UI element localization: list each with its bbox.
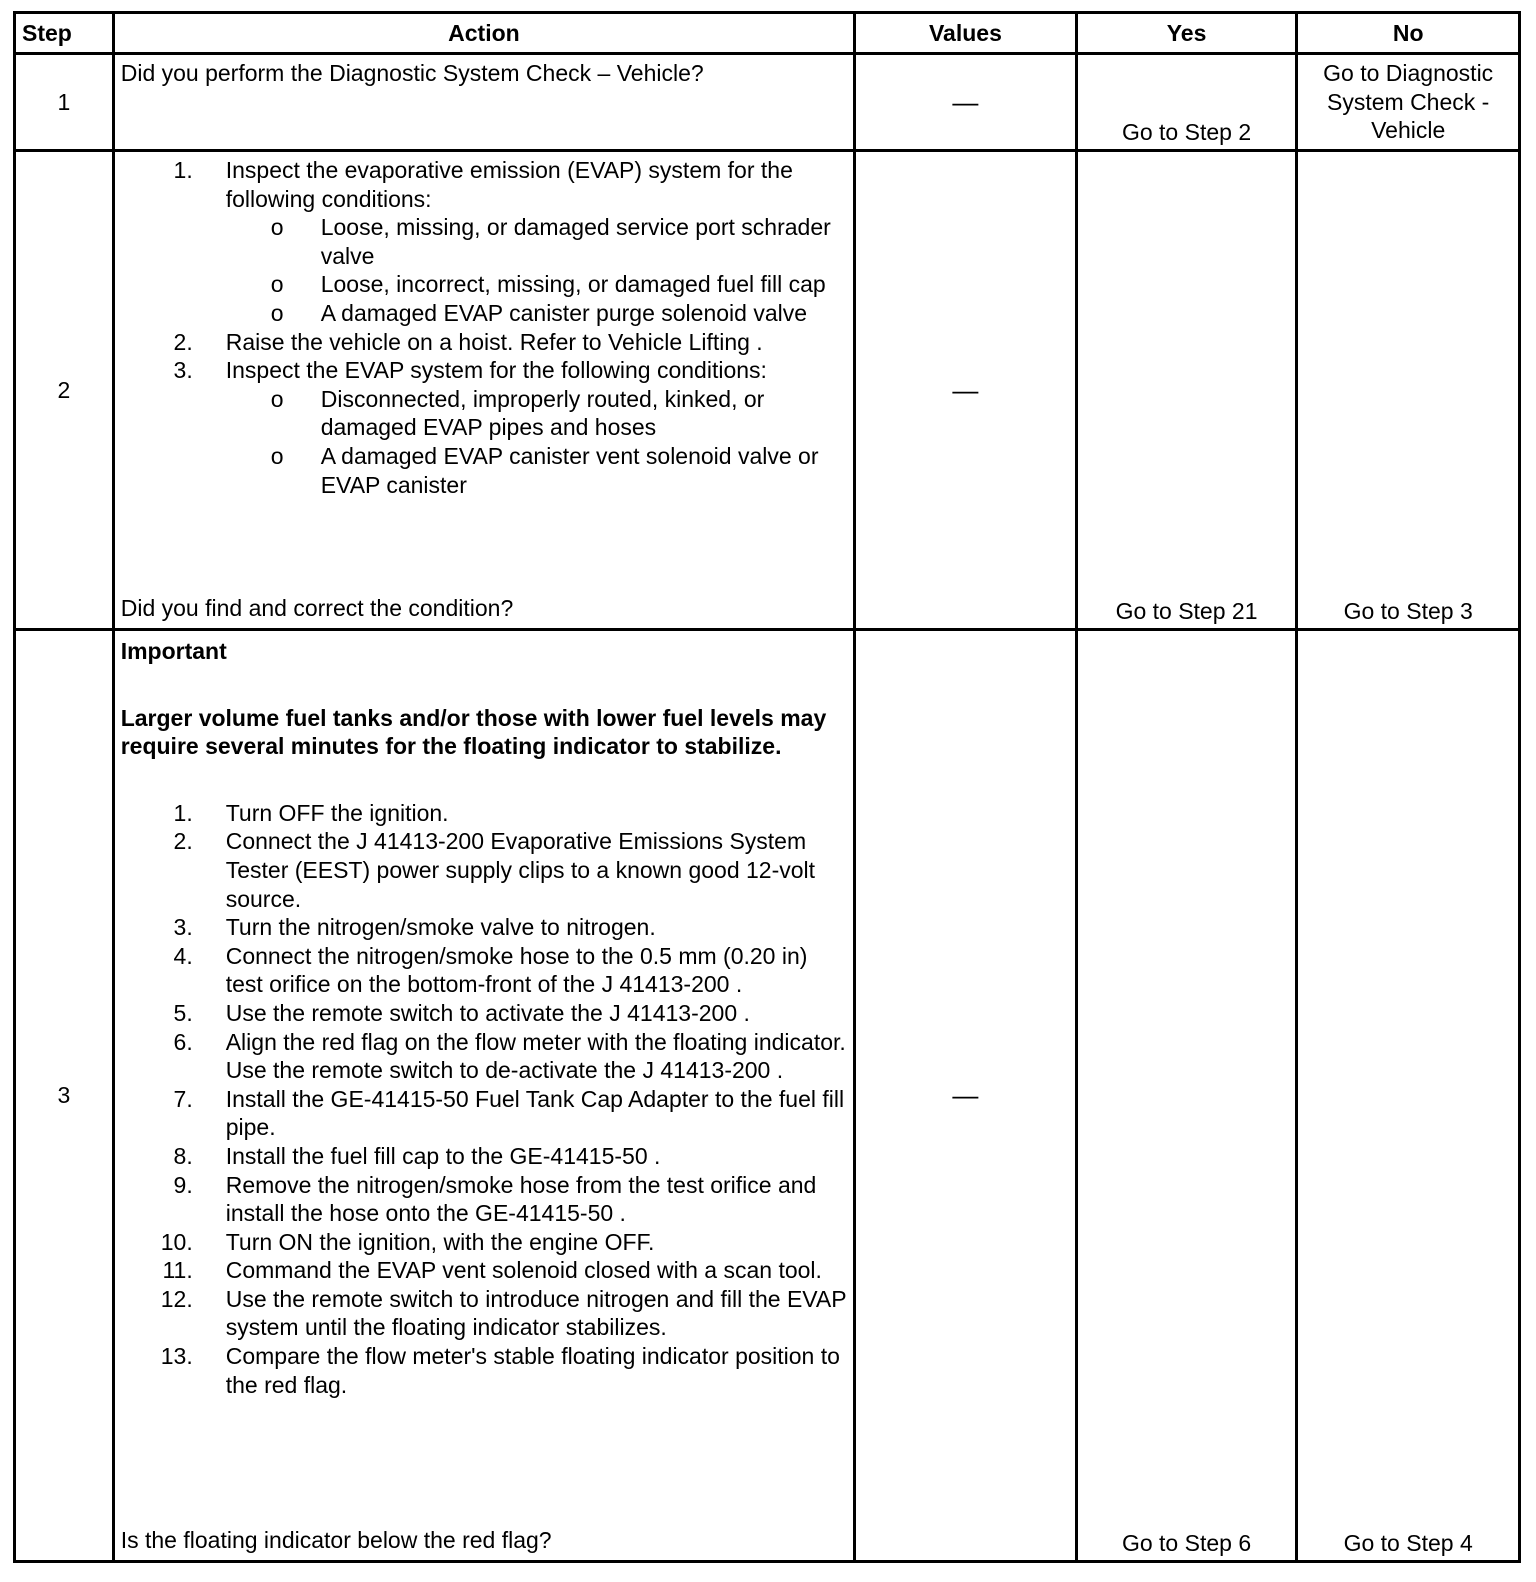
list-item [121, 942, 847, 999]
step-number: 3 [15, 630, 114, 1562]
list-number: 8. [173, 1142, 193, 1169]
header-values: Values [855, 13, 1077, 54]
list-number: 10. [160, 1228, 193, 1255]
diagnostic-table [13, 11, 1521, 1563]
sub-list-container [121, 385, 847, 499]
question-text: Is the floating indicator below the red flag? [120, 1527, 552, 1554]
list-number: 1. [173, 157, 193, 183]
table-row [15, 630, 1520, 1562]
list-item [121, 999, 847, 1028]
list-item [121, 1285, 847, 1342]
list-number: 1. [173, 799, 193, 826]
question-text: Did you perform the Diagnostic System Check – Vehicle? [120, 60, 704, 86]
list-number: 7. [173, 1085, 193, 1112]
list-number: 2. [173, 828, 193, 855]
table-row [15, 54, 1520, 151]
header-action: Action [113, 13, 854, 54]
sub-list [121, 385, 847, 499]
list-item [121, 1228, 847, 1257]
list-text: Raise the vehicle on a hoist. Refer to Vehicle Lifting . [225, 328, 763, 355]
list-item [121, 1342, 847, 1399]
action-cell [113, 151, 854, 630]
no-cell: Go to Diagnostic System Check - Vehicle [1297, 54, 1520, 151]
list-text: Install the fuel fill cap to the GE-41415-50 . [225, 1142, 661, 1169]
list-number: 12. [160, 1285, 193, 1312]
step-list [121, 152, 847, 499]
action-cell [113, 630, 854, 1562]
sub-list-item [121, 270, 847, 299]
list-text: Install the GE-41415-50 Fuel Tank Cap Adapter to the fuel fill pipe. [225, 1085, 845, 1141]
sub-list-text: Disconnected, improperly routed, kinked, or damaged EVAP pipes and hoses [320, 385, 765, 441]
value-cell: — [855, 54, 1077, 151]
list-text: Inspect the evaporative emission (EVAP) system for the following conditions: [225, 157, 793, 212]
bullet-icon: o [270, 385, 284, 412]
bullet-icon: o [270, 442, 284, 469]
sub-list [121, 213, 847, 327]
action-cell [113, 54, 854, 151]
step-number: 2 [15, 151, 114, 630]
header-step: Step [15, 13, 114, 54]
list-text: Turn ON the ignition, with the engine OFF. [225, 1228, 655, 1255]
list-text: Align the red flag on the flow meter with the floating indicator. Use the remote switch to de-activate the J 41413-200 . [225, 1028, 846, 1084]
sub-list-text: Loose, incorrect, missing, or damaged fuel fill cap [320, 271, 826, 298]
important-title: Important [120, 638, 227, 664]
sub-list-item [121, 299, 847, 328]
important-note: Larger volume fuel tanks and/or those with lower fuel levels may require several minutes for the floating indicator to stabilize. [120, 704, 827, 760]
list-number: 6. [173, 1028, 193, 1055]
list-item [121, 827, 847, 913]
yes-cell: Go to Step 21 [1076, 151, 1297, 630]
list-text: Turn OFF the ignition. [225, 799, 449, 826]
value-cell: — [855, 630, 1077, 1562]
bullet-icon: o [270, 271, 284, 298]
sub-list-item [121, 442, 847, 499]
list-item [121, 1256, 847, 1285]
step-number: 1 [15, 54, 114, 151]
question-text: Did you find and correct the condition? [120, 595, 514, 622]
list-item [121, 1028, 847, 1085]
bullet-icon: o [270, 299, 284, 326]
list-item [121, 1142, 847, 1171]
list-number: 4. [173, 942, 193, 969]
header-no: No [1297, 13, 1520, 54]
list-text: Connect the nitrogen/smoke hose to the 0.5 mm (0.20 in) test orifice on the bottom-front of the J 41413-200 . [225, 942, 808, 998]
list-item [121, 356, 847, 385]
list-text: Command the EVAP vent solenoid closed with a scan tool. [225, 1257, 822, 1284]
yes-cell: Go to Step 2 [1076, 54, 1297, 151]
list-number: 11. [162, 1257, 193, 1284]
table-row [15, 151, 1520, 630]
sub-list-container [121, 213, 847, 327]
list-number: 5. [173, 999, 193, 1026]
step-list [121, 799, 847, 1399]
list-item [121, 1171, 847, 1228]
list-text: Use the remote switch to activate the J 41413-200 . [225, 999, 750, 1026]
list-item [121, 328, 847, 357]
list-number: 9. [173, 1171, 193, 1198]
yes-cell: Go to Step 6 [1076, 630, 1297, 1562]
list-text: Compare the flow meter's stable floating indicator position to the red flag. [225, 1343, 840, 1398]
no-cell: Go to Step 4 [1297, 630, 1520, 1562]
list-number: 3. [173, 914, 193, 941]
value-cell: — [855, 151, 1077, 630]
sub-list-text: A damaged EVAP canister vent solenoid valve or EVAP canister [320, 442, 819, 498]
sub-list-item [121, 385, 847, 442]
list-text: Remove the nitrogen/smoke hose from the test orifice and install the hose onto the GE-41415-50 . [225, 1171, 817, 1227]
list-item [121, 799, 847, 828]
header-yes: Yes [1076, 13, 1297, 54]
list-text: Inspect the EVAP system for the following conditions: [225, 357, 767, 384]
list-item [121, 156, 847, 213]
sub-list-text: A damaged EVAP canister purge solenoid valve [320, 299, 808, 326]
list-number: 3. [173, 357, 193, 384]
list-item [121, 1085, 847, 1142]
sub-list-text: Loose, missing, or damaged service port schrader valve [320, 214, 831, 269]
list-text: Use the remote switch to introduce nitrogen and fill the EVAP system until the floating indicator stabilizes. [225, 1285, 847, 1341]
bullet-icon: o [270, 214, 284, 241]
sub-list-item [121, 213, 847, 270]
list-number: 13. [160, 1343, 193, 1370]
list-text: Connect the J 41413-200 Evaporative Emissions System Tester (EEST) power supply clips to a known good 12-volt source. [225, 828, 816, 912]
header-row [15, 13, 1520, 54]
no-cell: Go to Step 3 [1297, 151, 1520, 630]
list-item [121, 913, 847, 942]
list-text: Turn the nitrogen/smoke valve to nitrogen. [225, 914, 656, 941]
list-number: 2. [173, 328, 193, 355]
